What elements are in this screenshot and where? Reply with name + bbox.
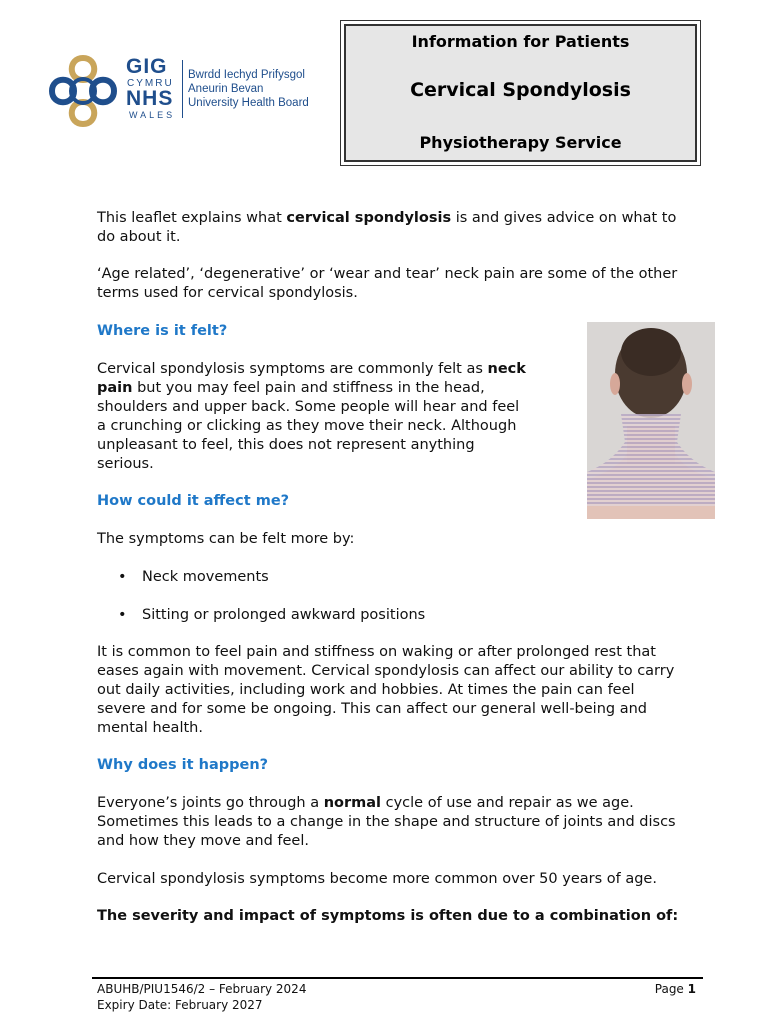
why-paragraph-2: Cervical spondylosis symptoms become more common over 50 years of age.	[97, 871, 657, 887]
intro-p1-text-a: This leaflet explains what	[97, 210, 287, 226]
felt-line-6: serious.	[97, 456, 154, 472]
affect-line-5: mental health.	[97, 720, 203, 736]
intro-p2-line-1: ‘Age related’, ‘degenerative’ or ‘wear and tear’ neck pain are some of the other	[97, 266, 678, 282]
footer-divider	[92, 977, 703, 979]
footer-page-number	[600, 981, 696, 997]
leaflet-title: Cervical Spondylosis	[410, 79, 631, 101]
leaflet-title-box-inner	[344, 24, 697, 162]
felt-line-5: unpleasant to feel, this does not represent anything	[97, 437, 475, 453]
bullet-item: Sitting or prolonged awkward positions	[142, 607, 426, 623]
footer-reference	[97, 981, 306, 1013]
felt-line-1	[97, 360, 557, 379]
why-line-2: Sometimes this leads to a change in the shape and structure of joints and discs	[97, 814, 676, 830]
felt-line-1-text: Cervical spondylosis symptoms are commonly felt as	[97, 361, 488, 377]
intro-paragraph-2	[97, 265, 707, 303]
service-name: Physiotherapy Service	[419, 133, 622, 152]
heading-how-could-it-affect-me: How could it affect me?	[97, 493, 290, 509]
logo-board-line-3: University Health Board	[188, 97, 309, 109]
bullet-item: Neck movements	[142, 569, 269, 585]
why-line-1	[97, 794, 707, 813]
felt-line-4: a crunching or clicking as they move their neck. Although	[97, 418, 517, 434]
affect-line-1: It is common to feel pain and stiffness on waking or after prolonged rest that	[97, 644, 656, 660]
heading-why-does-it-happen: Why does it happen?	[97, 757, 269, 773]
footer-ref-code: ABUHB/PIU1546/2 – February 2024	[97, 982, 307, 996]
leaflet-title-box	[340, 20, 701, 166]
footer-expiry-date: Expiry Date: February 2027	[97, 998, 263, 1012]
page-label: Page	[654, 982, 688, 996]
felt-line-2-text: but you may feel pain and stiffness in the head,	[132, 380, 485, 396]
intro-paragraph-1	[97, 209, 707, 247]
affect-line-2: eases again with movement. Cervical spondylosis can affect our ability to carry	[97, 663, 675, 679]
logo-board-name	[188, 68, 309, 110]
why-line-1-text-b: cycle of use and repair as we age.	[381, 795, 634, 811]
logo-divider	[182, 60, 183, 118]
felt-line-3: shoulders and upper back. Some people will hear and feel	[97, 399, 520, 415]
logo-board-line-1: Bwrdd Iechyd Prifysgol	[188, 69, 305, 81]
why-line-1-text-a: Everyone’s joints go through a	[97, 795, 324, 811]
intro-p2-line-2: terms used for cervical spondylosis.	[97, 285, 358, 301]
felt-line-1-bold: neck	[487, 361, 526, 377]
affect-line-3: out daily activities, including work and hobbies. At times the pain can feel	[97, 682, 635, 698]
logo-cymru-text: CYMRU	[127, 78, 174, 89]
why-paragraph-3: The severity and impact of symptoms is often due to a combination of:	[97, 908, 679, 924]
neck-highlight-photo	[587, 322, 715, 519]
felt-line-2-bold: pain	[97, 380, 133, 396]
info-for-patients-label: Information for Patients	[411, 32, 630, 51]
affect-lead: The symptoms can be felt more by:	[97, 531, 355, 547]
celtic-knot-logo-icon	[46, 52, 120, 130]
why-line-1-bold: normal	[323, 795, 382, 811]
why-line-3: and how they move and feel.	[97, 833, 309, 849]
felt-line-2	[97, 379, 557, 398]
logo-wales-text: WALES	[129, 110, 176, 120]
logo-gig-text: GIG	[126, 55, 168, 78]
intro-p1-line-1	[97, 209, 707, 228]
affect-paragraph	[97, 643, 707, 738]
logo-board-line-2: Aneurin Bevan	[188, 83, 264, 95]
intro-p1-line-2: do about it.	[97, 229, 181, 245]
intro-p1-text-b: is and gives advice on what to	[451, 210, 677, 226]
felt-paragraph	[97, 360, 557, 474]
page-number: 1	[687, 982, 696, 996]
why-paragraph-1	[97, 794, 707, 851]
intro-p1-bold: cervical spondylosis	[286, 210, 452, 226]
heading-where-is-it-felt: Where is it felt?	[97, 323, 228, 339]
health-board-logo	[46, 52, 336, 130]
bullet-dot: •	[118, 569, 127, 585]
logo-nhs-text: NHS	[126, 87, 174, 110]
affect-line-4: severe and for some be ongoing. This can affect our general well-being and	[97, 701, 647, 717]
bullet-dot: •	[118, 607, 127, 623]
